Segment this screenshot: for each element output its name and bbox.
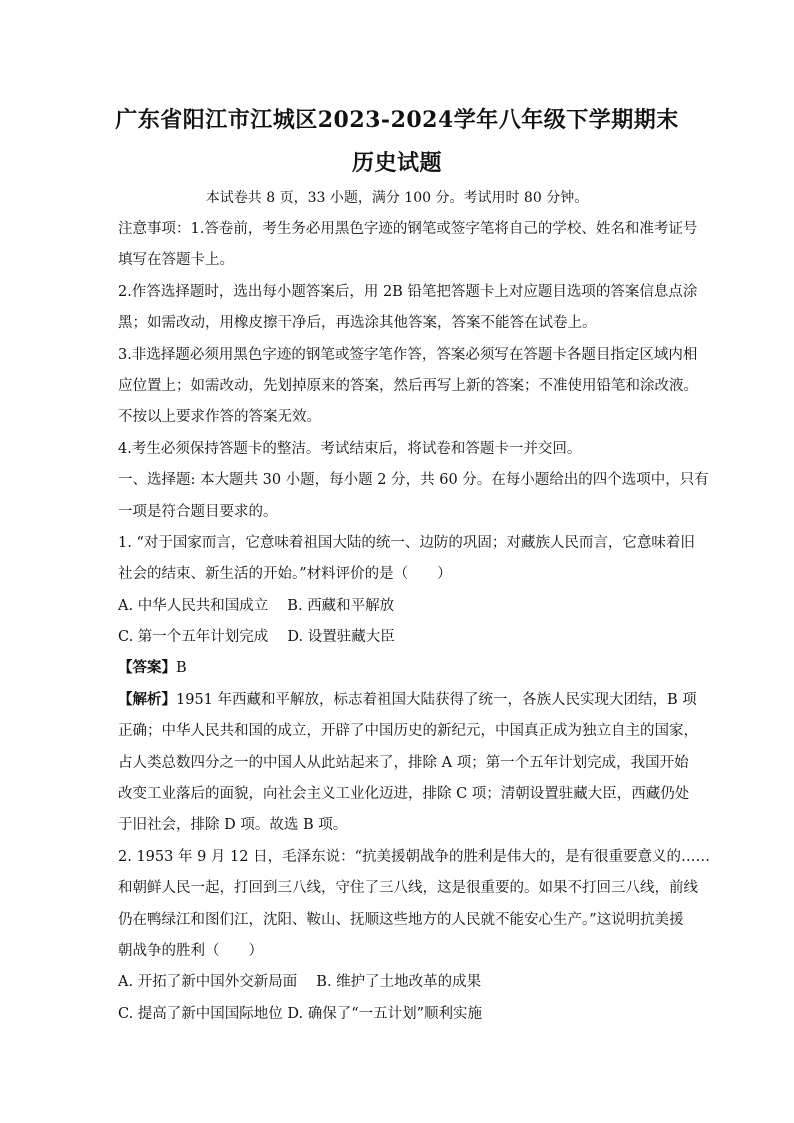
exam-title: 广东省阳江市江城区2023-2024学年八年级下学期期末 xyxy=(115,107,679,133)
notes-line: 不按以上要求作答的答案无效。 xyxy=(118,409,321,425)
question-1-options: A. 中华人民共和国成立 B. 西藏和平解放 xyxy=(118,598,395,614)
answer-value: B xyxy=(176,660,187,676)
question-1-analysis: 正确；中华人民共和国的成立，开辟了中国历史的新纪元，中国真正成为独立自主的国家， xyxy=(118,723,698,739)
question-1-stem: 社会的结束、新生活的开始。”材料评价的是（ ） xyxy=(118,566,452,582)
question-1-answer xyxy=(118,656,187,677)
answer-label: 【答案】 xyxy=(118,659,176,676)
notes-line: 注意事项：1.答卷前，考生务必用黑色字迹的钢笔或签字笔将自己的学校、姓名和准考证号 xyxy=(118,221,698,237)
question-2-stem: 仍在鸭绿江和图们江，沈阳、鞍山、抚顺这些地方的人民就不能安心生产。”这说明抗美援 xyxy=(118,912,684,928)
notes-line: 应位置上；如需改动，先划掉原来的答案，然后再写上新的答案；不准使用铅笔和涂改液。 xyxy=(118,378,698,394)
section-heading: 一、选择题: 本大题共 30 小题，每小题 2 分，共 60 分。在每小题给出的四个选项中，只有 xyxy=(118,472,709,488)
question-1-analysis: 占人类总数四分之一的中国人从此站起来了，排除 A 项；第一个五年计划完成，我国开始 xyxy=(118,755,689,771)
notes-line: 4.考生必须保持答题卡的整洁。考试结束后，将试卷和答题卡一并交回。 xyxy=(118,441,582,457)
question-1-analysis xyxy=(118,688,697,709)
notes-line: 2.作答选择题时，选出每小题答案后，用 2B 铅笔把答题卡上对应题目选项的答案信息点涂 xyxy=(118,284,698,300)
exam-subject-title: 历史试题 xyxy=(351,150,442,176)
section-heading: 一项是符合题目要求的。 xyxy=(118,504,278,520)
analysis-text: 1951 年西藏和平解放，标志着祖国大陆获得了统一，各族人民实现大团结，B 项 xyxy=(176,692,697,708)
question-1-analysis: 于旧社会，排除 D 项。故选 B 项。 xyxy=(118,817,348,833)
question-2-options: C. 提高了新中国国际地位 D. 确保了“一五计划”顺利实施 xyxy=(118,1006,483,1022)
question-1-analysis: 改变工业落后的面貌，向社会主义工业化迈进，排除 C 项；清朝设置驻藏大臣，西藏仍处 xyxy=(118,786,690,802)
notes-line: 填写在答题卡上。 xyxy=(118,252,234,268)
question-2-stem: 朝战争的胜利（ ） xyxy=(118,943,263,959)
question-1-stem: 1. “对于国家而言，它意味着祖国大陆的统一、边防的巩固；对藏族人民而言，它意味着旧 xyxy=(118,535,695,551)
question-2-options: A. 开拓了新中国外交新局面 B. 维护了土地改革的成果 xyxy=(118,974,482,990)
question-2-stem: 2. 1953 年 9 月 12 日，毛泽东说：“抗美援朝战争的胜利是伟大的，是有很重要意义的…… xyxy=(118,849,710,865)
notes-line: 黑；如需改动，用橡皮擦干净后，再选涂其他答案，答案不能答在试卷上。 xyxy=(118,315,597,331)
exam-intro: 本试卷共 8 页，33 小题，满分 100 分。考试用时 80 分钟。 xyxy=(205,190,589,206)
analysis-label: 【解析】 xyxy=(118,691,176,708)
notes-line: 3.非选择题必须用黑色字迹的钢笔或签字笔作答，答案必须写在答题卡各题目指定区域内相 xyxy=(118,347,698,363)
question-1-options: C. 第一个五年计划完成 D. 设置驻藏大臣 xyxy=(118,629,395,645)
question-2-stem: 和朝鲜人民一起，打回到三八线，守住了三八线，这是很重要的。如果不打回三八线，前线 xyxy=(118,880,698,896)
